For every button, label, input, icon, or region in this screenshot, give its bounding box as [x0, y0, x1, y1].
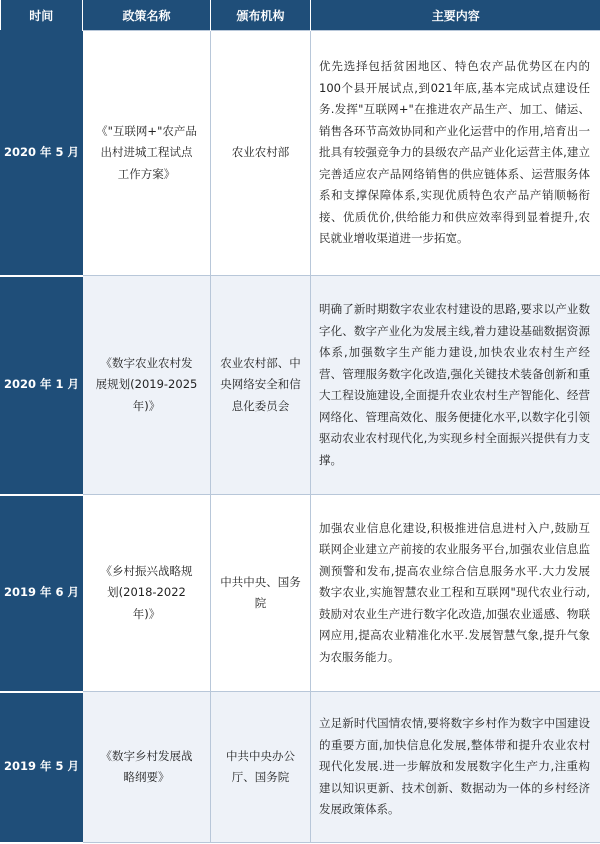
- header-issuer: 颁布机构: [211, 0, 311, 31]
- row-issuer: 中共中央办公厅、国务院: [211, 692, 311, 843]
- header-row: [1, 0, 600, 31]
- table-row: [1, 276, 600, 495]
- row-time: 2020 年 5 月: [1, 31, 83, 276]
- row-main-content: 加强农业信息化建设,积极推进信息进村入户,鼓励互联网企业建立产前接的农业服务平台,加强农业信息监测预警和发布,提高农业综合信息服务水平.大力发展数字农业,实施智慧农业工程和互联网"现代农业行动,鼓励对农业生产进行数字化改造,加强农业遥感、物联网应用,提高农业精准化水平.发展智慧气象,提升气象为农服务能力。: [311, 495, 600, 692]
- row-time: 2019 年 6 月: [1, 495, 83, 692]
- row-policy-name: 《"互联网+"农产品出村进城工程试点工作方案》: [83, 31, 211, 276]
- row-issuer: 中共中央、国务院: [211, 495, 311, 692]
- row-time: 2020 年 1 月: [1, 276, 83, 495]
- table-row: [1, 692, 600, 843]
- row-time: 2019 年 5 月: [1, 692, 83, 843]
- row-policy-name: 《乡村振兴战略规划(2018-2022 年)》: [83, 495, 211, 692]
- table-row: [1, 31, 600, 276]
- header-time: 时间: [1, 0, 83, 31]
- row-main-content: 优先选择包括贫困地区、特色农产品优势区在内的100个县开展试点,到021年底,基本完成试点建设任务.发挥"互联网+"在推进农产品生产、加工、储运、销售各环节高效协同和产业化运营中的作用,培育出一批具有较强竞争力的县级农产品产业化运营主体,建立完善适应农产品网络销售的供应链体系、运营服务体系和支撑保障体系,实现优质特色农产品产销顺畅衔接、优质优价,供给能力和供应效率得到显着提升,农民就业增收渠道进一步拓宽。: [311, 31, 600, 276]
- row-issuer: 农业农村部、中央网络安全和信息化委员会: [211, 276, 311, 495]
- row-main-content: 明确了新时期数字农业农村建设的思路,要求以产业数字化、数字产业化为发展主线,着力建设基础数据资源体系,加强数字生产能力建设,加快农业农村生产经营、管理服务数字化改造,强化关键技术装备创新和重大工程设施建设,全面提升农业农村生产智能化、经营网络化、管理高效化、服务便捷化水平,以数字化引领驱动农业农村现代化,为实现乡村全面振兴提供有力支撑。: [311, 276, 600, 495]
- header-main-content: 主要内容: [311, 0, 600, 31]
- table-row: [1, 495, 600, 692]
- row-main-content: 立足新时代国情农情,要将数字乡村作为数字中国建设的重要方面,加快信息化发展,整体带和提升农业农村现代化发展.进一步解放和发展数字化生产力,注重构建以知识更新、技术创新、数据动为一体的乡村经济发展政策体系。: [311, 692, 600, 843]
- row-policy-name: 《数字农业农村发展规划(2019-2025年)》: [83, 276, 211, 495]
- row-policy-name: 《数字乡村发展战略纲要》: [83, 692, 211, 843]
- header-policy-name: 政策名称: [83, 0, 211, 31]
- row-issuer: 农业农村部: [211, 31, 311, 276]
